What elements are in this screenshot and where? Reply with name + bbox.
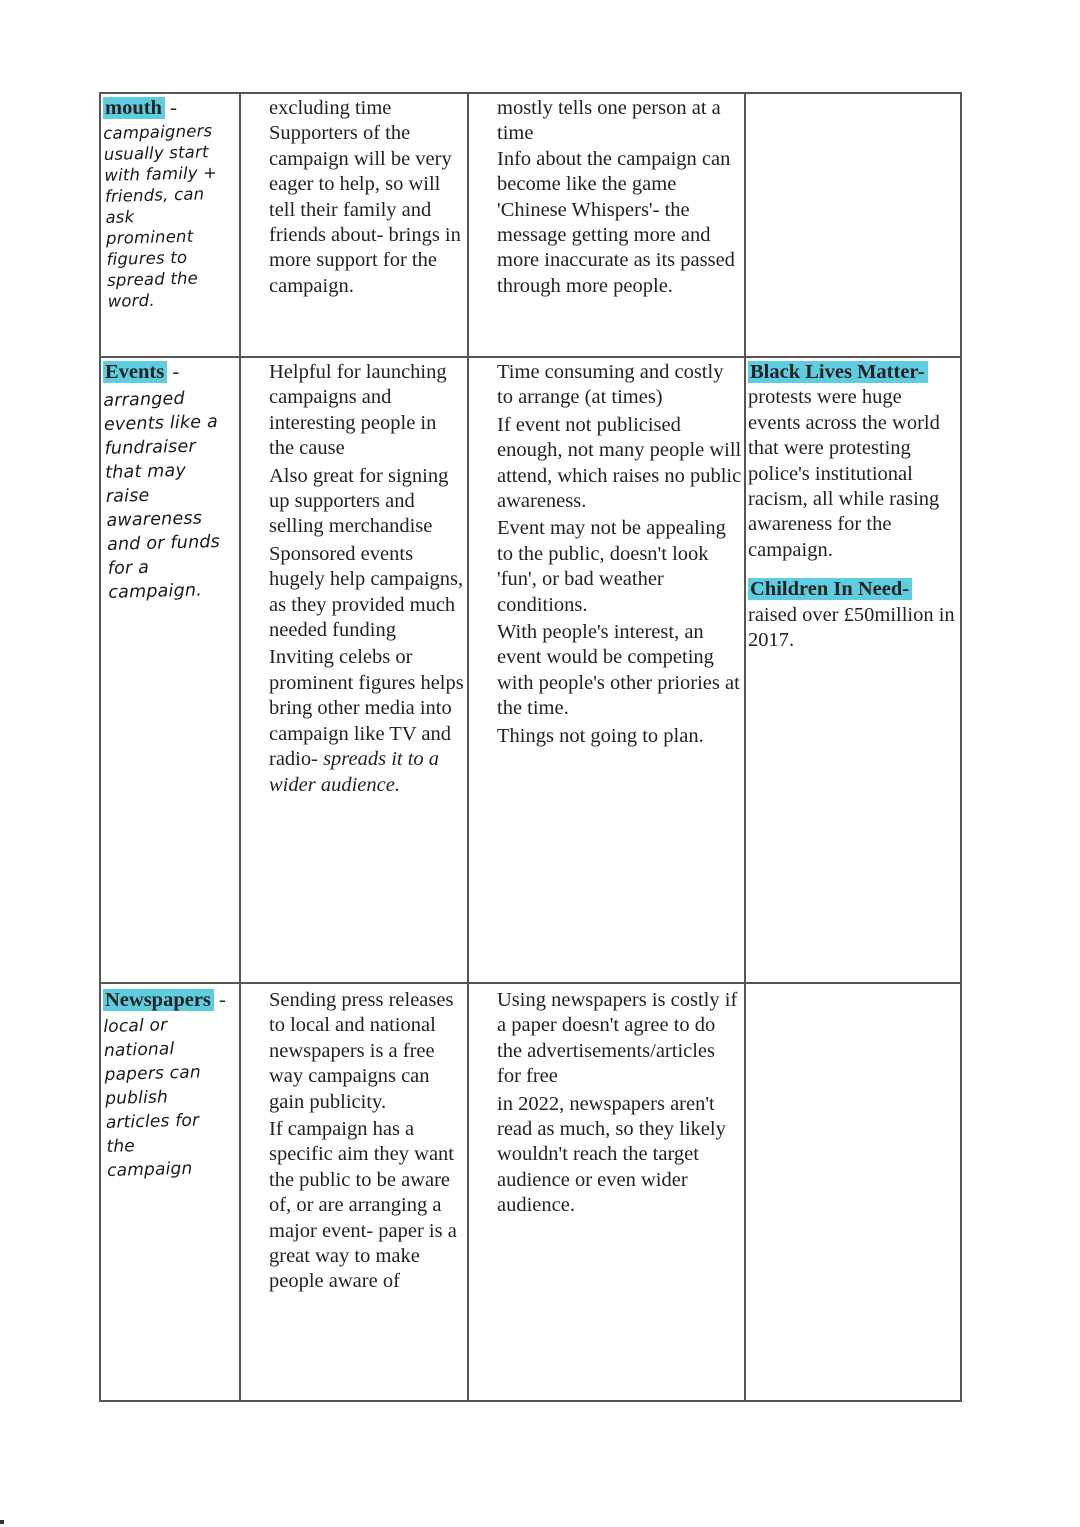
advantages-cell — [269, 360, 465, 980]
title-dash: - — [167, 361, 180, 383]
disadvantage-text: in 2022, newspapers aren't read as much, so they likely wouldn't reach the target audience or even wider audience. — [497, 1092, 726, 1217]
disadvantage-item — [497, 516, 742, 618]
advantage-item — [269, 988, 465, 1115]
disadvantages-cell — [497, 988, 742, 1398]
method-title: Newspapers — [103, 989, 214, 1011]
column-divider — [239, 92, 241, 1402]
example-text: raised over £50million in 2017. — [748, 603, 955, 652]
handwritten-note: campaigners usually start with family + friends, can ask prominent figures to spread the word. — [103, 121, 218, 312]
advantage-item — [269, 464, 465, 540]
table-border-left — [99, 92, 101, 1402]
advantage-item — [269, 645, 465, 797]
row-divider — [99, 982, 961, 984]
disadvantage-text: Time consuming and costly to arrange (at times) — [497, 361, 724, 409]
advantage-text: Inviting celebs or prominent figures helps bring other media into campaign like TV and radio- — [269, 646, 464, 771]
disadvantages-cell — [497, 360, 742, 980]
disadvantage-text: With people's interest, an event would be competing with people's other priories at the time. — [497, 621, 740, 720]
advantage-text: excluding time — [269, 97, 392, 119]
method-cell — [103, 96, 237, 354]
disadvantage-text: Using newspapers is costly if a paper doesn't agree to do the advertisements/articles for free — [497, 989, 738, 1088]
advantage-text: Sending press releases to local and national newspapers is a free way campaigns can gain publicity. — [269, 989, 454, 1113]
handwritten-note: arranged events like a fundraiser that may raise awareness and or funds for a campaign. — [103, 389, 221, 604]
advantage-text: Also great for signing up supporters and selling merchandise — [269, 464, 449, 538]
handwritten-note: local or national papers can publish articles for the campaign — [103, 1015, 202, 1182]
column-divider — [744, 92, 746, 1402]
advantages-cell — [269, 988, 465, 1398]
advantage-text: Supporters of the campaign will be very eager to help, so will tell their family and friends about- brings in more support for the campaign. — [269, 122, 461, 297]
disadvantage-item — [497, 988, 742, 1090]
advantage-text: Sponsored events hugely help campaigns, as they provided much needed funding — [269, 542, 464, 642]
disadvantage-text: mostly tells one person at a time — [497, 97, 721, 145]
example-item — [748, 360, 958, 563]
title-dash: - — [213, 989, 226, 1011]
examples-cell — [748, 360, 958, 980]
disadvantage-text: Event may not be appealing to the public, doesn't look 'fun', or bad weather conditions. — [497, 517, 726, 616]
example-title: Black Lives Matter- — [748, 361, 928, 383]
example-text: protests were huge events across the world that were protesting police's institutional racism, all while rasing awareness for the campaign. — [748, 386, 940, 561]
advantage-item — [269, 1117, 465, 1295]
scan-edge-mark — [0, 1520, 4, 1524]
table-border-bottom — [99, 1400, 961, 1402]
table-border-top — [99, 92, 961, 94]
disadvantage-item — [497, 360, 742, 411]
example-item — [748, 577, 958, 653]
disadvantage-text: Things not going to plan. — [497, 724, 704, 747]
advantage-text: Helpful for launching campaigns and interesting people in the cause — [269, 361, 447, 460]
advantage-item — [269, 121, 465, 299]
table-border-right — [960, 92, 962, 1402]
spacer — [748, 563, 958, 577]
method-title: Events — [103, 361, 167, 383]
column-divider — [467, 92, 469, 1402]
method-cell — [103, 988, 237, 1398]
title-dash: - — [164, 97, 177, 119]
example-title: Children In Need- — [748, 578, 912, 600]
disadvantage-item — [497, 1092, 742, 1219]
comparison-table — [99, 92, 961, 1402]
advantage-text: If campaign has a specific aim they want the public to be aware of, or are arranging a major event- paper is a great way to make people aware of — [269, 1118, 457, 1293]
disadvantages-cell — [497, 96, 742, 354]
disadvantage-item — [497, 147, 742, 299]
advantage-italic-text: spreads it to a wider audience. — [269, 748, 440, 796]
advantage-item — [269, 542, 465, 644]
advantage-item — [269, 360, 465, 462]
disadvantage-text: Info about the campaign can become like the game 'Chinese Whispers'- the message getting more and more inaccurate as its passed through more people. — [497, 147, 735, 297]
method-cell — [103, 360, 237, 980]
disadvantage-item — [497, 724, 742, 749]
method-title: mouth — [103, 97, 165, 119]
disadvantage-item — [497, 620, 742, 722]
advantages-cell — [269, 96, 465, 354]
disadvantage-item — [497, 413, 742, 515]
disadvantage-text: If event not publicised enough, not many people will attend, which raises no public awareness. — [497, 413, 742, 513]
row-divider — [99, 356, 961, 358]
